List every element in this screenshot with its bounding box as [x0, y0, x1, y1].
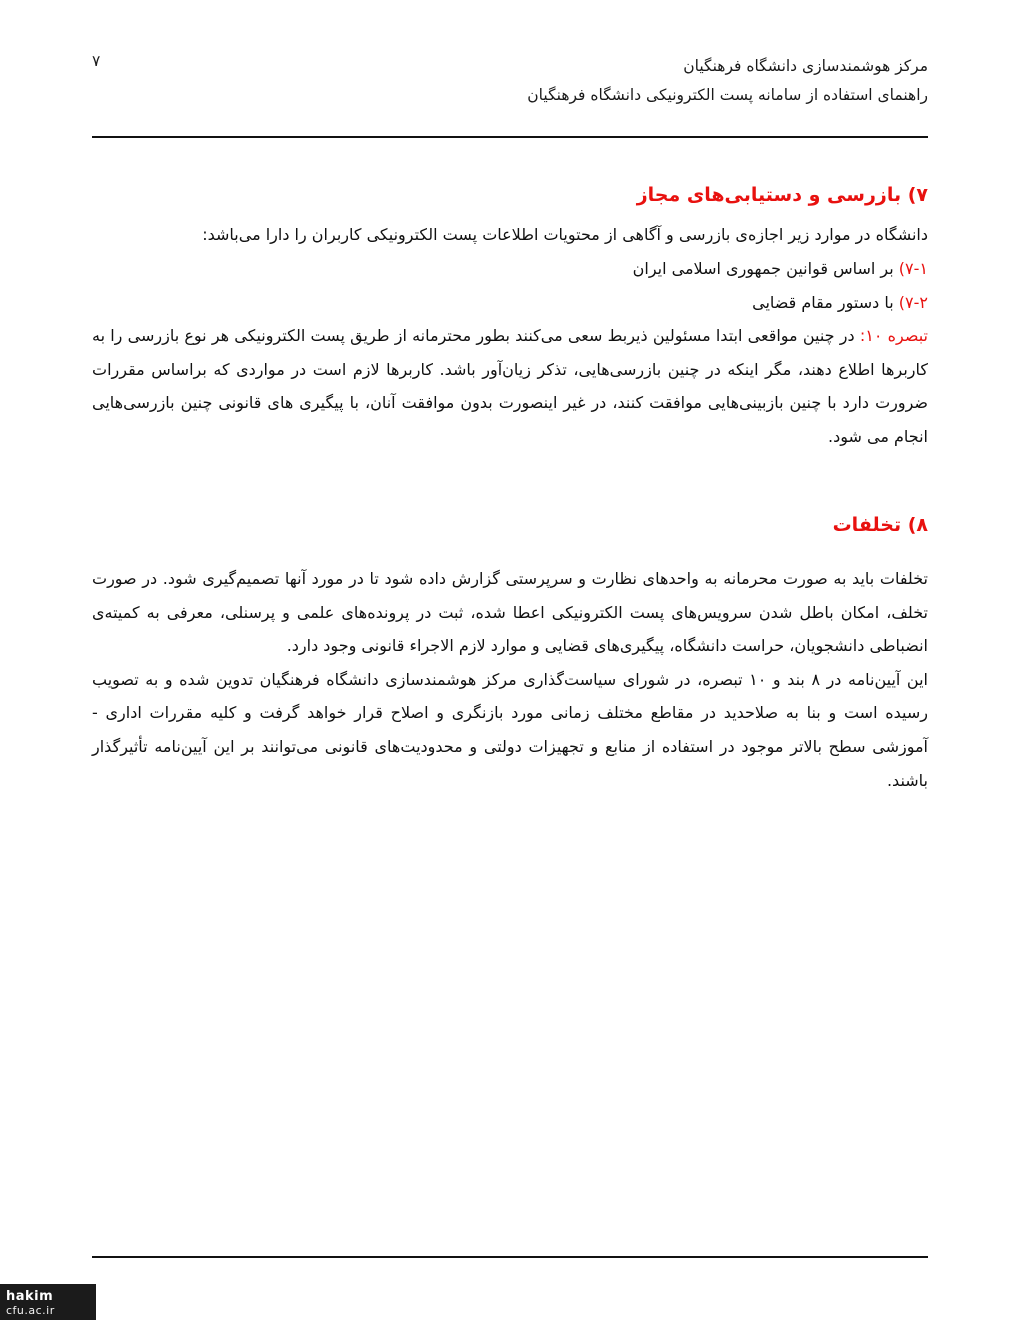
note-10-text: در چنین مواقعی ابتدا مسئولین ذیربط سعی می‌کنند بطور محترمانه از طریق پست الکترونیکی هر نوع بازرسی را به کاربرها اطلاع دهند، مگر اینکه در چنین بازرسی‌هایی، تذکر زیان‌آور باشد. کاربرها لازم است در مواردی که براساس مقررات ضرورت دارد با چنین بازبینی‌هایی موافقت کنند، در غیر اینصورت بدون موافقت آنان، با پیگیری های قانونی چنین بازرسی‌هایی انجام می شود.	[92, 326, 928, 446]
page-number: ۷	[92, 52, 101, 70]
header-line-2: راهنمای استفاده از سامانه پست الکترونیکی دانشگاه فرهنگیان	[527, 85, 928, 104]
clause-7-1	[92, 252, 928, 286]
clause-7-1-text: بر اساس قوانین جمهوری اسلامی ایران	[632, 258, 894, 278]
section-heading-7: ۷) بازرسی و دستیابی‌های مجاز	[636, 184, 928, 206]
note-10-label: تبصره ۱۰:	[859, 326, 929, 346]
note-10	[92, 319, 928, 453]
section-8-paragraph-2: این آیین‌نامه در ۸ بند و ۱۰ تبصره، در شورای سیاست‌گذاری مرکز هوشمندسازی دانشگاه فرهنگیان تدوین شده و به تصویب رسیده است و بنا به صلاحدید در مقاطع مختلف زمانی مورد بازنگری و اصلاح قرار خواهد گرفت و کلیه مقررات اداری - آموزشی سطح بالاتر موجود در استفاده از منابع و تجهیزات دولتی و محدودیت‌های قانونی می‌توانند بر این آیین‌نامه تأثیرگذار باشند.	[92, 669, 929, 790]
clause-7-1-number: ۷-۱)	[898, 258, 928, 278]
watermark-top-text: hakim	[6, 1289, 54, 1304]
header-text-block	[92, 52, 928, 109]
section-7-intro: دانشگاه در موارد زیر اجازه‌ی بازرسی و آگاهی از محتویات اطلاعات پست الکترونیکی کاربران را دارا می‌باشد:	[202, 225, 928, 245]
footer-divider	[92, 1256, 928, 1258]
section-heading-8: ۸) تخلفات	[832, 513, 928, 536]
spacer	[92, 454, 928, 510]
section-8-paragraph-1: تخلفات باید به صورت محرمانه به واحدهای نظارت و سرپرستی گزارش داده شود تا در مورد آنها تصمیم‌گیری شود. در صورت تخلف، امکان باطل شدن سرویس‌های پست الکترونیکی اعطا شده، ثبت در پرونده‌های علمی و پرسنلی، معرفی به کمیته‌ی انضباطی دانشجویان، حراست دانشگاه، پیگیری‌های قضایی و موارد لازم الاجراء قانونی وجود دارد.	[92, 568, 928, 656]
clause-7-2	[92, 286, 928, 320]
spacer	[92, 210, 928, 218]
header-divider	[92, 136, 928, 138]
clause-7-2-text: با دستور مقام قضایی	[752, 292, 894, 312]
document-body	[92, 180, 928, 797]
header-line-1: مرکز هوشمندسازی دانشگاه فرهنگیان	[683, 57, 928, 75]
site-watermark	[0, 1284, 96, 1320]
watermark-bottom-text: cfu.ac.ir	[6, 1304, 55, 1317]
spacer	[92, 540, 928, 562]
page-header	[92, 52, 928, 124]
clause-7-2-number: ۷-۲)	[898, 292, 928, 312]
